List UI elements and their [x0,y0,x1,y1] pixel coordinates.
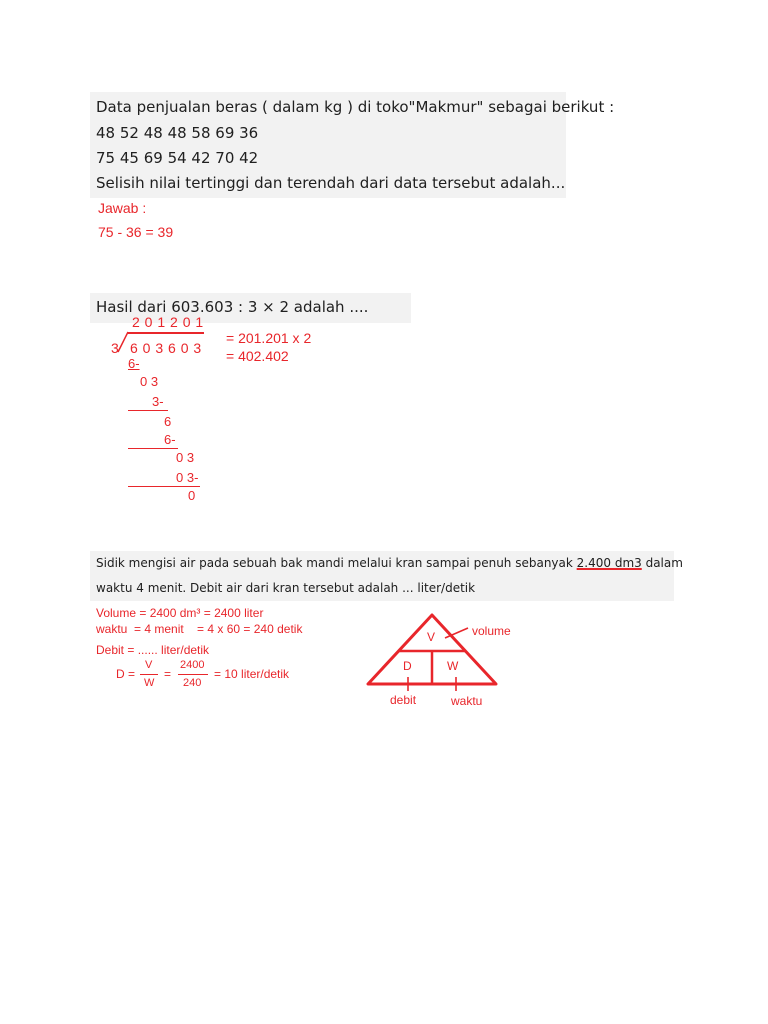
q3-label-waktu: waktu [451,694,483,708]
q2-step-3-rule [128,410,168,411]
q2-step-4: 6 [164,414,172,429]
q2-quotient: 2 0 1 2 0 1 [132,314,204,330]
q3-volume-line: Volume = 2400 dm³ = 2400 liter [96,606,264,620]
q1-question-line-1: Data penjualan beras ( dalam kg ) di toko"Makmur" sebagai berikut : [96,98,615,116]
q2-step-1: 6- [128,356,140,371]
q3-question-highlight: 2.400 dm3 [576,556,642,570]
q3-frac1-num: V [145,659,153,671]
q3-triangle-d: D [403,659,412,673]
q3-frac1-den: W [144,677,155,689]
q1-answer: 75 - 36 = 39 [98,224,174,240]
q3-frac1-bar [140,674,158,675]
q3-question-line-1-prefix: Sidik mengisi air pada sebuah bak mandi melalui kran sampai penuh sebanyak [96,556,577,570]
q3-label-volume: volume [472,624,511,638]
q2-result-line-1: = 201.201 x 2 [226,330,312,346]
q3-formula-prefix: D = [116,667,136,681]
q3-formula-result: = 10 liter/detik [214,667,290,681]
q3-equals: = [164,667,172,681]
q1-answer-label: Jawab : [98,200,147,216]
q1-question-line-2: 48 52 48 48 58 69 36 [96,124,259,142]
q3-question-line-1 [96,556,683,570]
q2-result-line-2: = 402.402 [226,348,289,364]
q3-frac2-den: 240 [183,677,202,689]
q3-question-line-1-suffix: dalam [641,556,683,570]
q3-waktu-rest: = 4 menit = 4 x 60 = 240 detik [134,622,303,636]
q2-step-5: 6- [164,432,176,447]
q3-triangle-w: W [447,659,459,673]
q1-question-line-4: Selisih nilai tertinggi dan terendah dari data tersebut adalah... [96,174,566,192]
q3-waktu-label: waktu [96,622,128,636]
q2-step-5-rule [128,448,178,449]
q2-step-3: 3- [152,394,164,409]
q3-question-line-2: waktu 4 menit. Debit air dari kran tersebut adalah ... liter/detik [96,581,476,595]
q3-triangle-v: V [427,630,436,644]
q2-dividend: 6 0 3 6 0 3 [130,340,202,356]
q2-divisor: 3 [111,340,119,356]
q3-label-debit: debit [390,693,417,707]
q1-question-line-3: 75 45 69 54 42 70 42 [96,149,259,167]
q3-debit-line: Debit = ...... liter/detik [96,643,210,657]
q3-frac2-bar [178,674,208,675]
q2-step-8: 0 [188,488,196,503]
q2-question: Hasil dari 603.603 : 3 × 2 adalah .... [96,298,369,316]
q2-step-6: 0 3 [176,450,195,465]
q2-step-2: 0 3 [140,374,159,389]
q2-step-7-rule [128,486,200,487]
q3-frac2-num: 2400 [180,659,205,671]
q2-division-bar [128,332,204,334]
q2-step-7: 0 3- [176,470,199,485]
